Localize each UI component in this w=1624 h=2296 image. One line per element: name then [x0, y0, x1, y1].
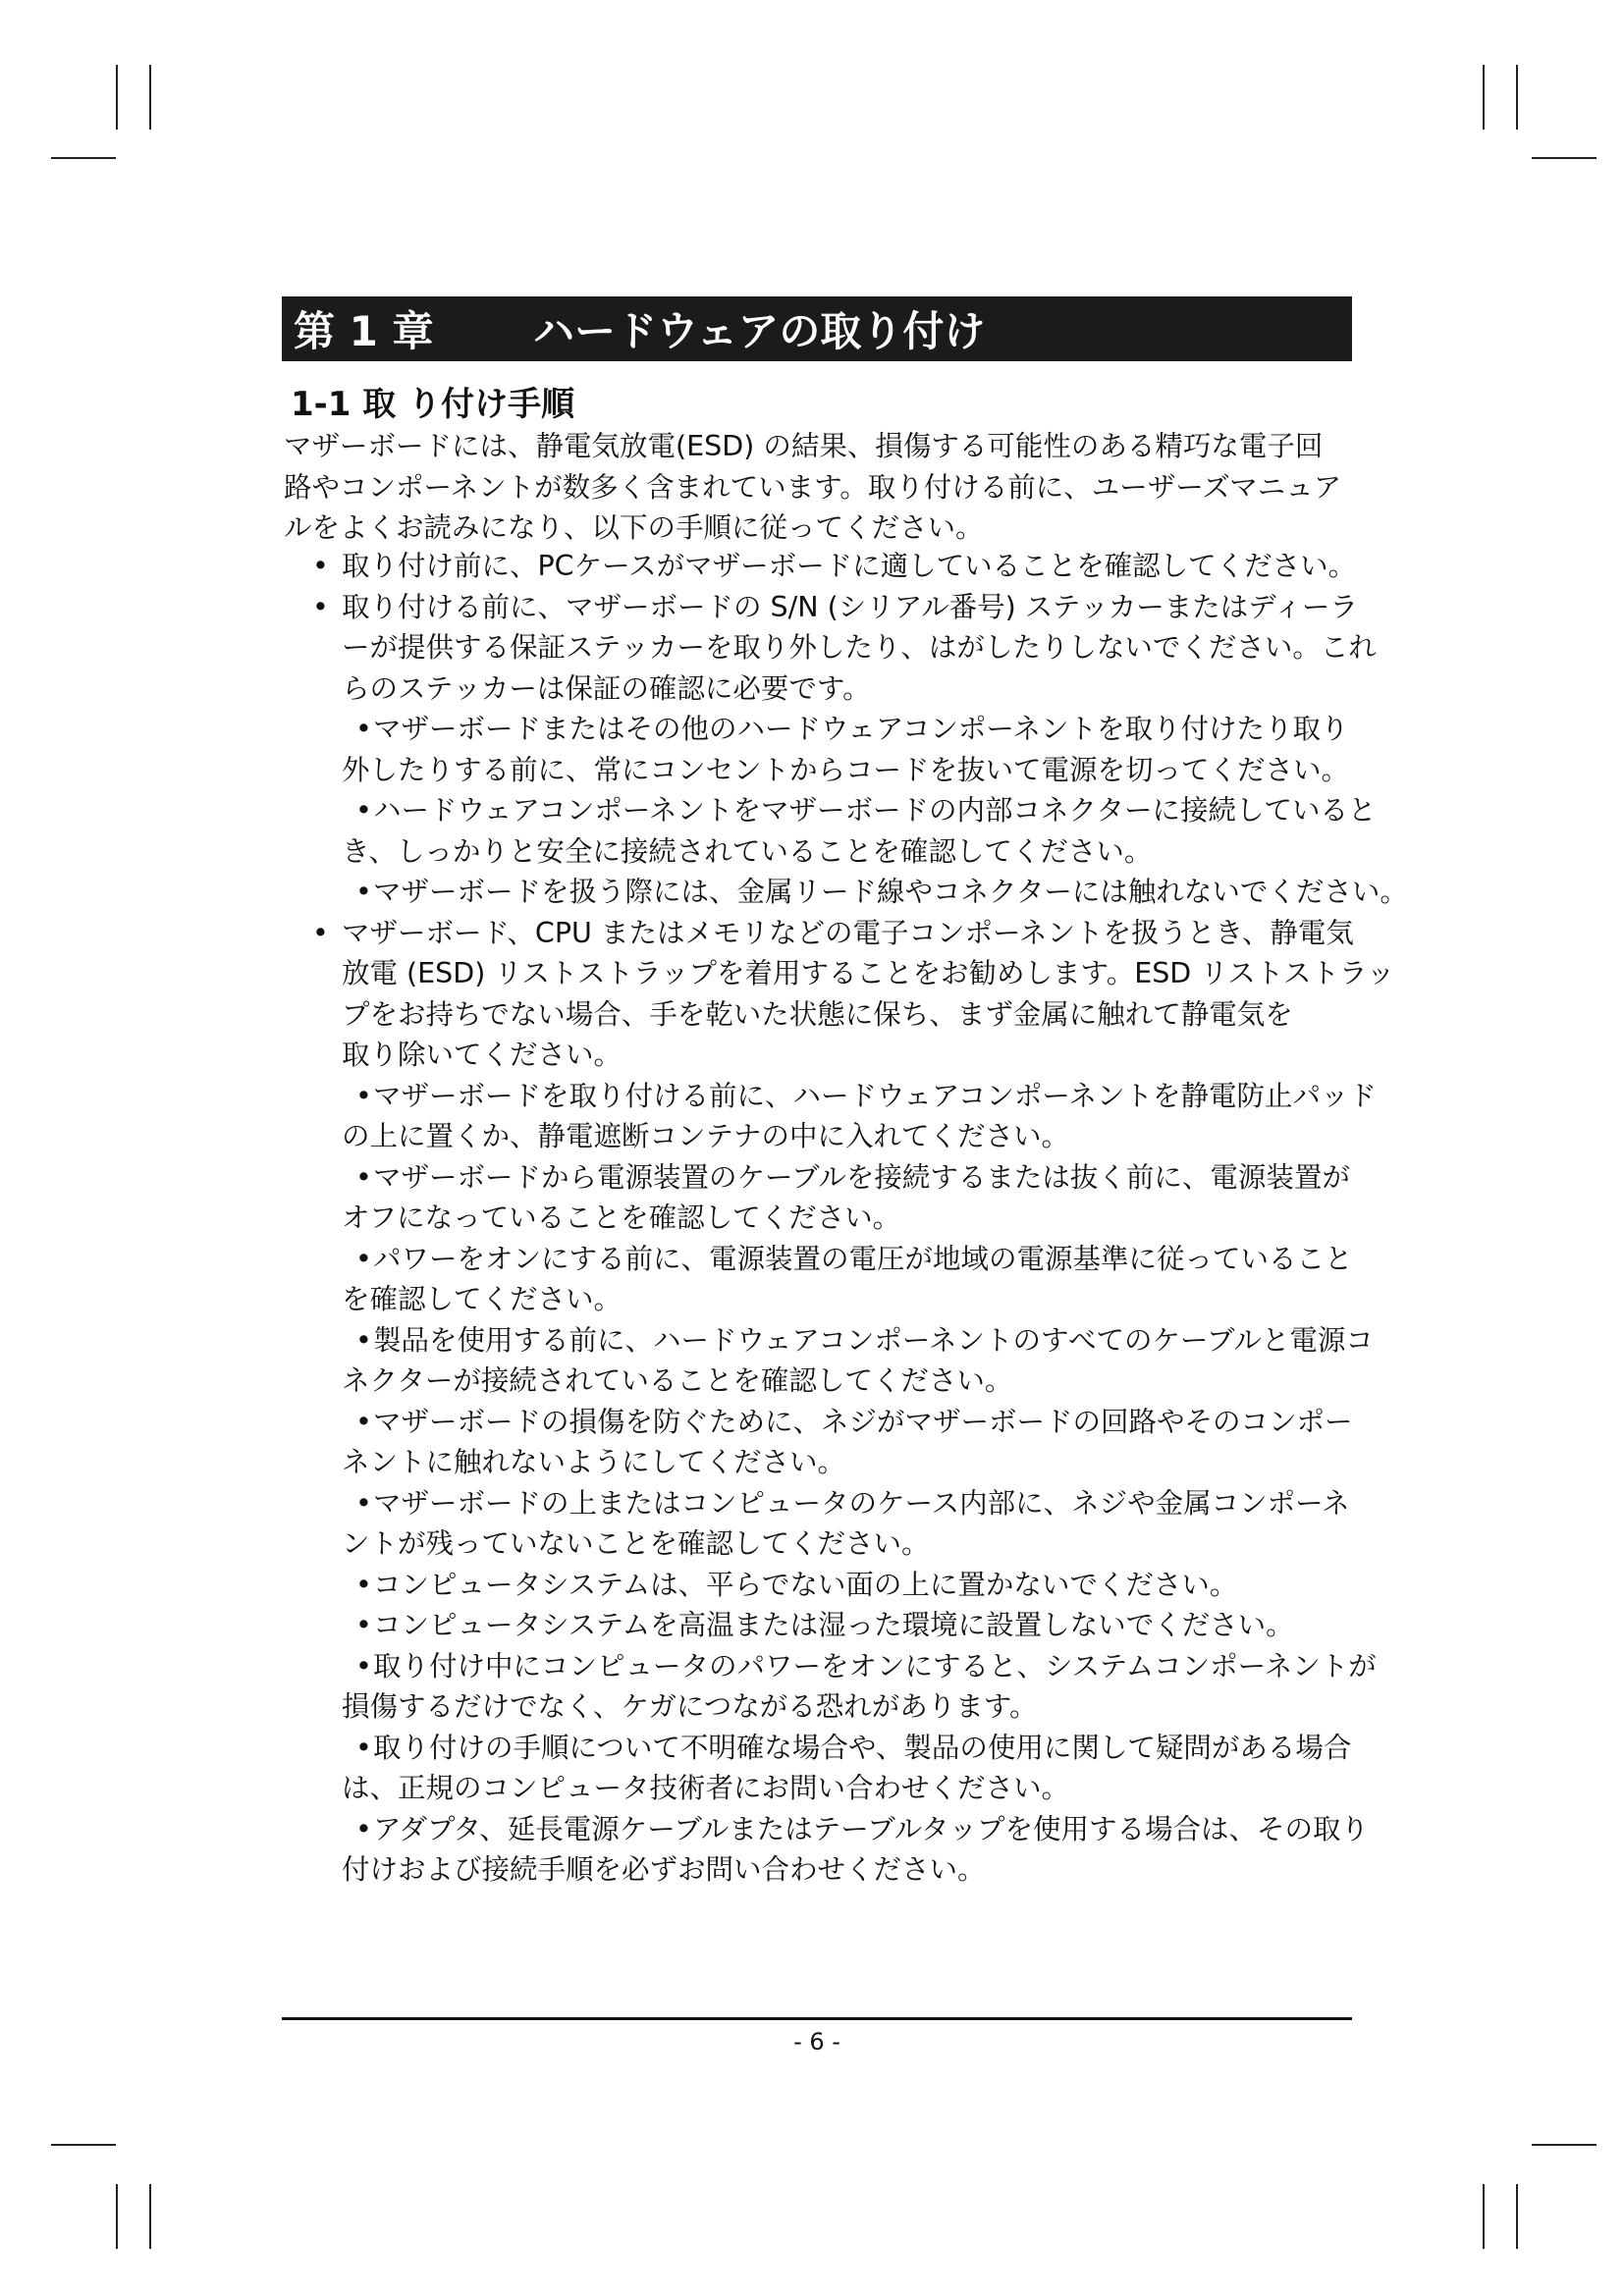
bullet-dot: •	[355, 1568, 372, 1601]
precautions-list	[308, 546, 1487, 1891]
list-item	[308, 1076, 1487, 1157]
list-item-line: コンピュータシステムを高温または湿った環境に設置しないでください。	[373, 1609, 1294, 1641]
crop-mark-bottom-left-h	[51, 2144, 116, 2146]
list-item	[308, 1646, 1487, 1728]
list-item-line: マザーボードを取り付ける前に、ハードウェアコンポーネントを静電防止パッド	[373, 1079, 1378, 1112]
chapter-heading	[282, 296, 1352, 361]
intro-paragraph	[284, 426, 1452, 549]
footer-rule	[282, 2017, 1352, 2020]
page-number: - 6 -	[793, 2028, 840, 2056]
list-item	[308, 1320, 1487, 1402]
crop-mark-top-left-h	[51, 157, 116, 159]
bullet-dot: •	[355, 1160, 372, 1194]
list-item-line: パワーをオンにする前に、電源装置の電圧が地域の電源基準に従っていること	[373, 1242, 1353, 1275]
bullet-dot: •	[355, 1812, 372, 1845]
list-item-line: コンピュータシステムは、平らでない面の上に置かないでください。	[373, 1568, 1238, 1601]
list-item	[308, 790, 1487, 872]
list-item-line: 放電 (ESD) リストストラップを着用することをお勧めします。ESD リストストラッ	[342, 957, 1395, 989]
list-item	[308, 913, 1487, 1076]
list-item-line: オフになっていることを確認してください。	[342, 1201, 901, 1234]
list-item	[308, 1605, 1487, 1646]
bullet-dot: •	[312, 916, 329, 949]
list-item-line: 外したりする前に、常にコンセントからコードを抜いて電源を切ってください。	[342, 753, 1350, 786]
crop-mark-top-left-v1	[116, 65, 118, 130]
list-item	[308, 1239, 1487, 1320]
list-item-line: 取り付ける前に、マザーボードの S/N (シリアル番号) ステッカーまたはディーラ	[342, 590, 1358, 623]
crop-mark-bottom-right-v2	[1516, 2184, 1518, 2249]
list-item	[308, 1402, 1487, 1483]
list-item-line: は、正規のコンピュータ技術者にお問い合わせください。	[342, 1772, 1070, 1804]
crop-mark-top-right-h	[1532, 157, 1597, 159]
list-item-line: マザーボードから電源装置のケーブルを接続するまたは抜く前に、電源装置が	[373, 1160, 1350, 1194]
list-item-line: マザーボードの上またはコンピュータのケース内部に、ネジや金属コンポーネ	[373, 1486, 1350, 1520]
bullet-dot: •	[355, 1405, 372, 1438]
list-item-line: マザーボードまたはその他のハードウェアコンポーネントを取り付けたり取り	[373, 713, 1349, 745]
crop-mark-bottom-right-h	[1532, 2144, 1597, 2146]
list-item	[308, 1565, 1487, 1606]
list-item-line: マザーボード、CPU またはメモリなどの電子コンポーネントを扱うとき、静電気	[342, 916, 1354, 949]
list-item-line: き、しっかりと安全に接続されていることを確認してください。	[342, 834, 1153, 868]
list-item-line: ハードウェアコンポーネントをマザーボードの内部コネクターに接続していると	[373, 794, 1377, 827]
list-item	[308, 709, 1487, 790]
intro-line: ルをよくお読みになり、以下の手順に従ってください。	[284, 511, 984, 544]
list-item	[308, 1809, 1487, 1891]
list-item-line: 取り付け前に、PCケースがマザーボードに適していることを確認してください。	[342, 550, 1357, 582]
crop-mark-top-right-v2	[1516, 65, 1518, 130]
bullet-dot: •	[355, 1731, 372, 1764]
list-item-line: マザーボードを扱う際には、金属リード線やコネクターには触れないでください。	[373, 876, 1408, 908]
bullet-dot: •	[355, 1242, 372, 1275]
list-item-line: マザーボードの損傷を防ぐために、ネジがマザーボードの回路やそのコンポー	[373, 1405, 1353, 1438]
list-item	[308, 546, 1487, 587]
list-item-line: らのステッカーは保証の確認に必要です。	[342, 671, 871, 705]
crop-mark-top-left-v2	[149, 65, 151, 130]
list-item	[308, 1483, 1487, 1565]
list-item-line: ントが残っていないことを確認してください。	[342, 1527, 930, 1560]
list-item-line: ネクターが接続されていることを確認してください。	[342, 1364, 1013, 1397]
bullet-dot: •	[355, 1486, 372, 1520]
chapter-number: 第 1 章	[294, 307, 434, 355]
list-item-line: プをお持ちでない場合、手を乾いた状態に保ち、まず金属に触れて静電気を	[342, 997, 1293, 1031]
list-item-line: 付けおよび接続手順を必ずお問い合わせください。	[342, 1853, 986, 1886]
chapter-title: ハードウェアの取り付け	[533, 307, 986, 355]
bullet-dot: •	[355, 1609, 372, 1641]
intro-line: マザーボードには、静電気放電(ESD) の結果、損傷する可能性のある精巧な電子回	[284, 430, 1324, 462]
list-item-line: ネントに触れないようにしてください。	[342, 1446, 846, 1478]
list-item	[308, 1157, 1487, 1239]
bullet-dot: •	[312, 590, 329, 623]
list-item-line: 製品を使用する前に、ハードウェアコンポーネントのすべてのケーブルと電源コ	[373, 1323, 1374, 1357]
bullet-dot: •	[355, 1649, 372, 1682]
list-item	[308, 587, 1487, 710]
bullet-dot: •	[355, 794, 372, 827]
crop-mark-bottom-left-v2	[149, 2184, 151, 2249]
list-item-line: 損傷するだけでなく、ケガにつながる恐れがあります。	[342, 1690, 1038, 1723]
list-item-line: 取り除いてください。	[342, 1039, 623, 1071]
bullet-dot: •	[355, 713, 372, 745]
section-title: 1-1 取 り付け手順	[291, 385, 575, 424]
list-item-line: 取り付けの手順について不明確な場合や、製品の使用に関して疑問がある場合	[373, 1731, 1352, 1764]
list-item-line: 取り付け中にコンピュータのパワーをオンにすると、システムコンポーネントが	[373, 1649, 1377, 1682]
bullet-dot: •	[355, 1079, 372, 1112]
crop-mark-bottom-right-v1	[1483, 2184, 1485, 2249]
crop-mark-bottom-left-v1	[116, 2184, 118, 2249]
bullet-dot: •	[355, 876, 372, 908]
intro-line: 路やコンポーネントが数多く含まれています。取り付ける前に、ユーザーズマニュア	[284, 470, 1342, 504]
list-item	[308, 872, 1487, 913]
bullet-dot: •	[355, 1323, 372, 1357]
list-item-line: アダプタ、延長電源ケーブルまたはテーブルタップを使用する場合は、その取り	[373, 1812, 1370, 1845]
list-item-line: の上に置くか、静電遮断コンテナの中に入れてください。	[342, 1120, 1070, 1152]
bullet-dot: •	[312, 550, 329, 582]
list-item-line: ーが提供する保証ステッカーを取り外したり、はがしたりしないでください。これ	[342, 631, 1377, 664]
list-item-line: を確認してください。	[342, 1283, 623, 1315]
list-item	[308, 1728, 1487, 1809]
crop-mark-top-right-v1	[1483, 65, 1485, 130]
